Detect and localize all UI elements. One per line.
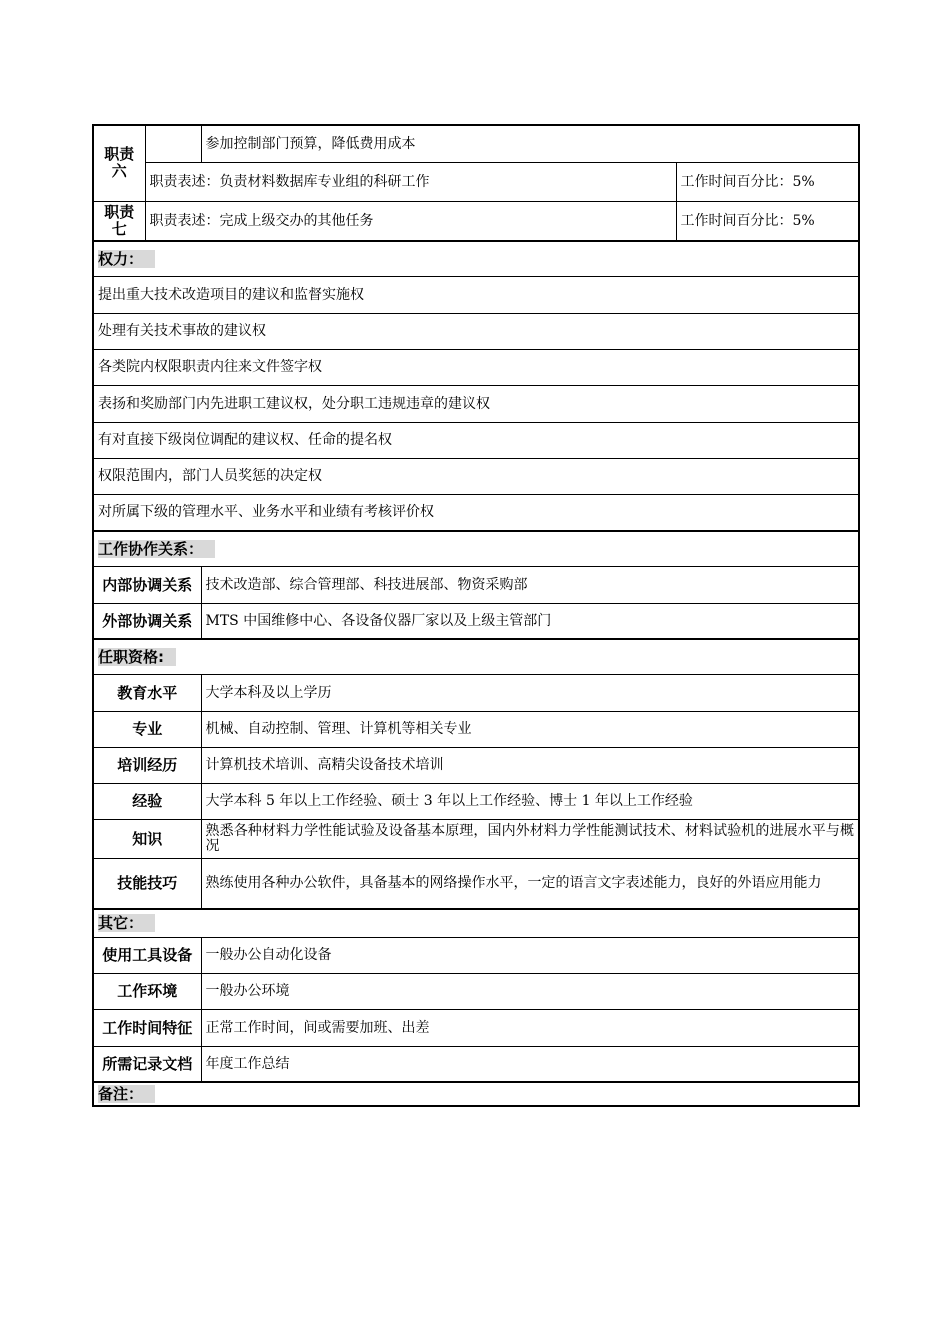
powers-title-cell [93, 241, 859, 276]
power-item: 处理有关技术事故的建议权 [93, 313, 859, 349]
duty6-label-line1: 职责 [104, 145, 135, 164]
power-row [93, 276, 859, 313]
qualification-row [93, 674, 859, 711]
power-item: 对所属下级的管理水平、业务水平和业绩有考核评价权 [93, 494, 859, 531]
other-value: 一般办公自动化设备 [201, 937, 859, 973]
qualification-row [93, 783, 859, 819]
other-row [93, 973, 859, 1009]
power-item: 表扬和奖励部门内先进职工建议权，处分职工违规违章的建议权 [93, 385, 859, 422]
duty6-row [93, 162, 859, 201]
power-row [93, 494, 859, 531]
power-row [93, 349, 859, 385]
other-row [93, 1046, 859, 1082]
duty7-row [93, 201, 859, 241]
other-value: 年度工作总结 [201, 1046, 859, 1082]
remarks-title: 备注： [98, 1085, 155, 1103]
duty6-label-line2: 六 [111, 162, 127, 181]
other-row [93, 1009, 859, 1046]
duty5-last-item: 参加控制部门预算，降低费用成本 [201, 125, 859, 162]
power-item: 提出重大技术改造项目的建议和监督实施权 [93, 276, 859, 313]
duty5-empty-cell [145, 125, 201, 162]
other-value: 一般办公环境 [201, 973, 859, 1009]
qualification-label: 教育水平 [93, 674, 201, 711]
qualification-label: 培训经历 [93, 747, 201, 783]
other-label: 工作时间特征 [93, 1009, 201, 1046]
qualification-value: 大学本科 5 年以上工作经验、硕士 3 年以上工作经验、博士 1 年以上工作经验 [201, 783, 859, 819]
duty5-last-row [93, 125, 859, 162]
power-row [93, 422, 859, 458]
power-item: 有对直接下级岗位调配的建议权、任命的提名权 [93, 422, 859, 458]
power-row [93, 385, 859, 422]
other-value: 正常工作时间，间或需要加班、出差 [201, 1009, 859, 1046]
qualifications-title-cell [93, 639, 859, 674]
qualification-row [93, 747, 859, 783]
relations-header-row [93, 531, 859, 566]
form-table [92, 124, 860, 1107]
qualifications-header-row [93, 639, 859, 674]
qualification-row [93, 858, 859, 909]
external-relation-row [93, 603, 859, 639]
qualification-row [93, 711, 859, 747]
remarks-row [93, 1082, 859, 1106]
qualification-label: 专业 [93, 711, 201, 747]
duty6-pct: 工作时间百分比：5% [676, 162, 859, 201]
relations-title: 工作协作关系： [98, 540, 215, 558]
other-label: 工作环境 [93, 973, 201, 1009]
other-title-cell [93, 909, 859, 937]
duty7-label [93, 201, 145, 241]
job-description-form [92, 124, 858, 1107]
relations-title-cell [93, 531, 859, 566]
internal-relation-value: 技术改造部、综合管理部、科技进展部、物资采购部 [201, 566, 859, 603]
other-header-row [93, 909, 859, 937]
qualification-value: 熟悉各种材料力学性能试验及设备基本原理，国内外材料力学性能测试技术、材料试验机的进展水平与概况 [201, 819, 859, 858]
qualification-row [93, 819, 859, 858]
power-item: 各类院内权限职责内往来文件签字权 [93, 349, 859, 385]
duty7-label-line2: 七 [111, 219, 127, 238]
duty7-desc: 职责表述：完成上级交办的其他任务 [145, 201, 676, 241]
external-relation-value: MTS 中国维修中心、各设备仪器厂家以及上级主管部门 [201, 603, 859, 639]
other-row [93, 937, 859, 973]
duty7-label-line1: 职责 [104, 202, 135, 221]
duty6-label [93, 125, 145, 201]
duty6-desc: 职责表述：负责材料数据库专业组的科研工作 [145, 162, 676, 201]
power-item: 权限范围内，部门人员奖惩的决定权 [93, 458, 859, 494]
powers-header-row [93, 241, 859, 276]
qualification-label: 经验 [93, 783, 201, 819]
qualification-value: 大学本科及以上学历 [201, 674, 859, 711]
powers-title: 权力： [98, 250, 155, 268]
duty7-pct: 工作时间百分比：5% [676, 201, 859, 241]
qualification-value: 机械、自动控制、管理、计算机等相关专业 [201, 711, 859, 747]
external-relation-label: 外部协调关系 [93, 603, 201, 639]
qualification-value: 计算机技术培训、高精尖设备技术培训 [201, 747, 859, 783]
power-row [93, 313, 859, 349]
remarks-title-cell [93, 1082, 859, 1106]
power-row [93, 458, 859, 494]
qualification-label: 知识 [93, 819, 201, 858]
qualification-value: 熟练使用各种办公软件，具备基本的网络操作水平，一定的语言文字表述能力，良好的外语应用能力 [201, 858, 859, 909]
internal-relation-row [93, 566, 859, 603]
internal-relation-label: 内部协调关系 [93, 566, 201, 603]
qualification-label: 技能技巧 [93, 858, 201, 909]
qualifications-title: 任职资格: [98, 648, 176, 666]
other-label: 使用工具设备 [93, 937, 201, 973]
other-title: 其它： [98, 914, 155, 932]
other-label: 所需记录文档 [93, 1046, 201, 1082]
